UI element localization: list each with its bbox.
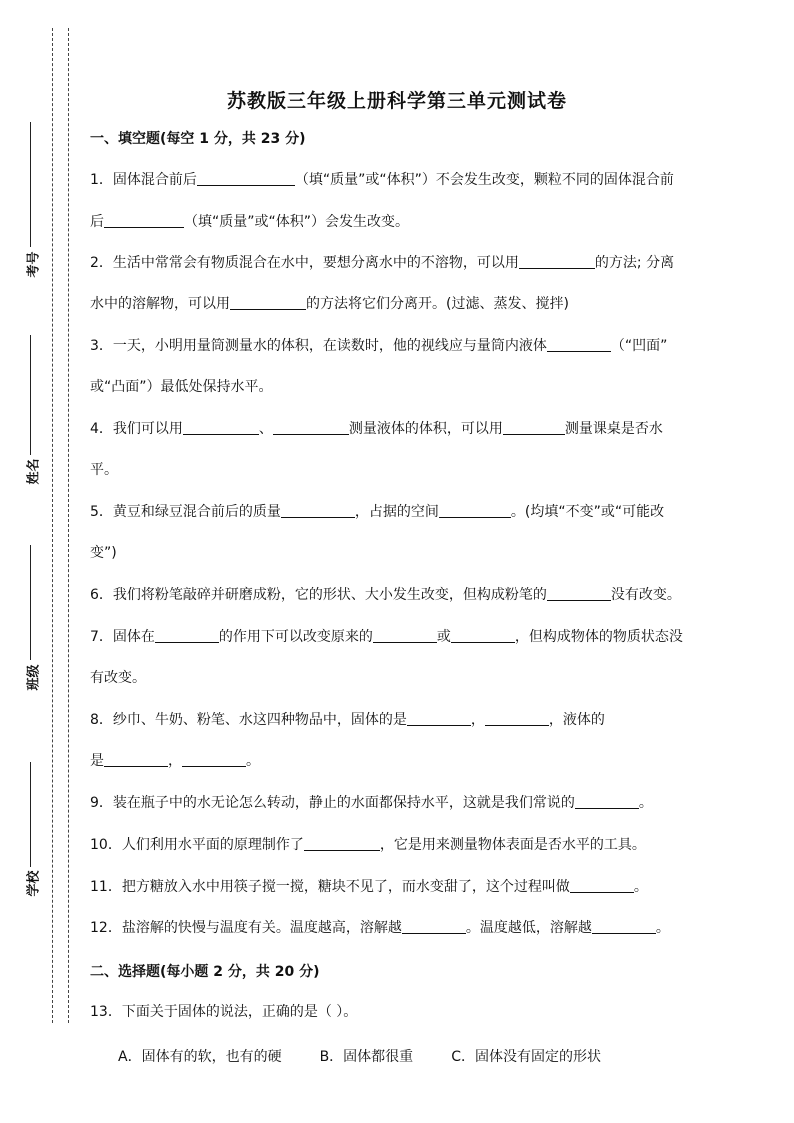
answer-blank[interactable]	[183, 420, 259, 435]
answer-blank[interactable]	[104, 752, 168, 767]
option-b[interactable]: B．固体都很重	[319, 1049, 414, 1065]
answer-blank[interactable]	[373, 628, 437, 643]
answer-blank[interactable]	[570, 878, 634, 893]
class-underline	[30, 545, 31, 660]
question-4-line-2: 平。	[90, 462, 118, 478]
question-3-line-2: 或“凸面”）最低处保持水平。	[90, 379, 273, 395]
school-underline	[30, 762, 31, 867]
answer-blank[interactable]	[273, 420, 349, 435]
answer-blank[interactable]	[592, 919, 656, 934]
question-1-line-2: 后 （填“质量”或“体积”）会发生改变。	[90, 214, 410, 230]
answer-blank[interactable]	[485, 711, 549, 726]
question-8-line-2: 是 ， 。	[90, 753, 260, 769]
question-11-line-1: 11．把方糖放入水中用筷子搅一搅，糖块不见了，而水变甜了，这个过程叫做 。	[90, 879, 648, 895]
answer-blank[interactable]	[104, 213, 184, 228]
answer-blank[interactable]	[439, 503, 511, 518]
option-c[interactable]: C．固体没有固定的形状	[451, 1049, 601, 1065]
answer-blank[interactable]	[519, 254, 595, 269]
answer-blank[interactable]	[503, 420, 565, 435]
answer-blank[interactable]	[407, 711, 471, 726]
question-10-line-1: 10．人们利用水平面的原理制作了 ，它是用来测量物体表面是否水平的工具。	[90, 837, 646, 853]
school-label: 学校	[26, 870, 42, 897]
answer-blank[interactable]	[451, 628, 515, 643]
question-9-line-1: 9．装在瓶子中的水无论怎么转动，静止的水面都保持水平，这就是我们常说的 。	[90, 795, 653, 811]
answer-blank[interactable]	[304, 836, 380, 851]
question-1-line-1: 1．固体混合前后 （填“质量”或“体积”）不会发生改变，颗粒不同的固体混合前	[90, 172, 674, 188]
answer-blank[interactable]	[281, 503, 355, 518]
question-7-line-1: 7．固体在 的作用下可以改变原来的 或 ，但构成物体的物质状态没	[90, 629, 683, 645]
question-4-line-1: 4．我们可以用 、 测量液体的体积，可以用 测量课桌是否水	[90, 421, 663, 437]
binding-line-left	[52, 28, 53, 1023]
answer-blank[interactable]	[155, 628, 219, 643]
question-6-line-1: 6．我们将粉笔敲碎并研磨成粉，它的形状、大小发生改变，但构成粉笔的 没有改变。	[90, 587, 681, 603]
name-underline	[30, 335, 31, 455]
exam-no-label: 考号	[26, 251, 42, 278]
section-heading-fill: 一、填空题(每空 1 分，共 23 分)	[90, 131, 306, 147]
answer-blank[interactable]	[230, 295, 306, 310]
question-2-line-1: 2．生活中常常会有物质混合在水中，要想分离水中的不溶物，可以用 的方法; 分离	[90, 255, 675, 271]
question-12-line-1: 12．盐溶解的快慢与温度有关。温度越高，溶解越 。温度越低，溶解越 。	[90, 920, 670, 936]
answer-blank[interactable]	[547, 586, 611, 601]
class-label: 班级	[26, 664, 42, 691]
exam-no-underline	[30, 122, 31, 247]
question-5-line-1: 5．黄豆和绿豆混合前后的质量 ，占据的空间 。(均填“不变”或“可能改	[90, 504, 665, 520]
answer-blank[interactable]	[182, 752, 246, 767]
answer-blank[interactable]	[575, 794, 639, 809]
option-a[interactable]: A．固体有的软，也有的硬	[118, 1049, 282, 1065]
answer-blank[interactable]	[197, 171, 295, 186]
question-13-options	[118, 1046, 639, 1066]
question-2-line-2: 水中的溶解物，可以用 的方法将它们分离开。(过滤、蒸发、搅拌)	[90, 296, 569, 312]
section-heading-choice: 二、选择题(每小题 2 分，共 20 分)	[90, 964, 320, 980]
question-8-line-1: 8．纱巾、牛奶、粉笔、水这四种物品中，固体的是 ， ，液体的	[90, 712, 605, 728]
name-label: 姓名	[26, 458, 42, 485]
answer-blank[interactable]	[402, 919, 466, 934]
page-title: 苏教版三年级上册科学第三单元测试卷	[226, 90, 567, 112]
answer-blank[interactable]	[547, 337, 611, 352]
question-5-line-2: 变”)	[90, 545, 117, 561]
question-13-stem: 13．下面关于固体的说法，正确的是（ ）。	[90, 1004, 358, 1020]
question-7-line-2: 有改变。	[90, 670, 146, 686]
binding-line-right	[68, 28, 69, 1023]
question-3-line-1: 3．一天，小明用量筒测量水的体积，在读数时，他的视线应与量筒内液体 （“凹面”	[90, 338, 668, 354]
